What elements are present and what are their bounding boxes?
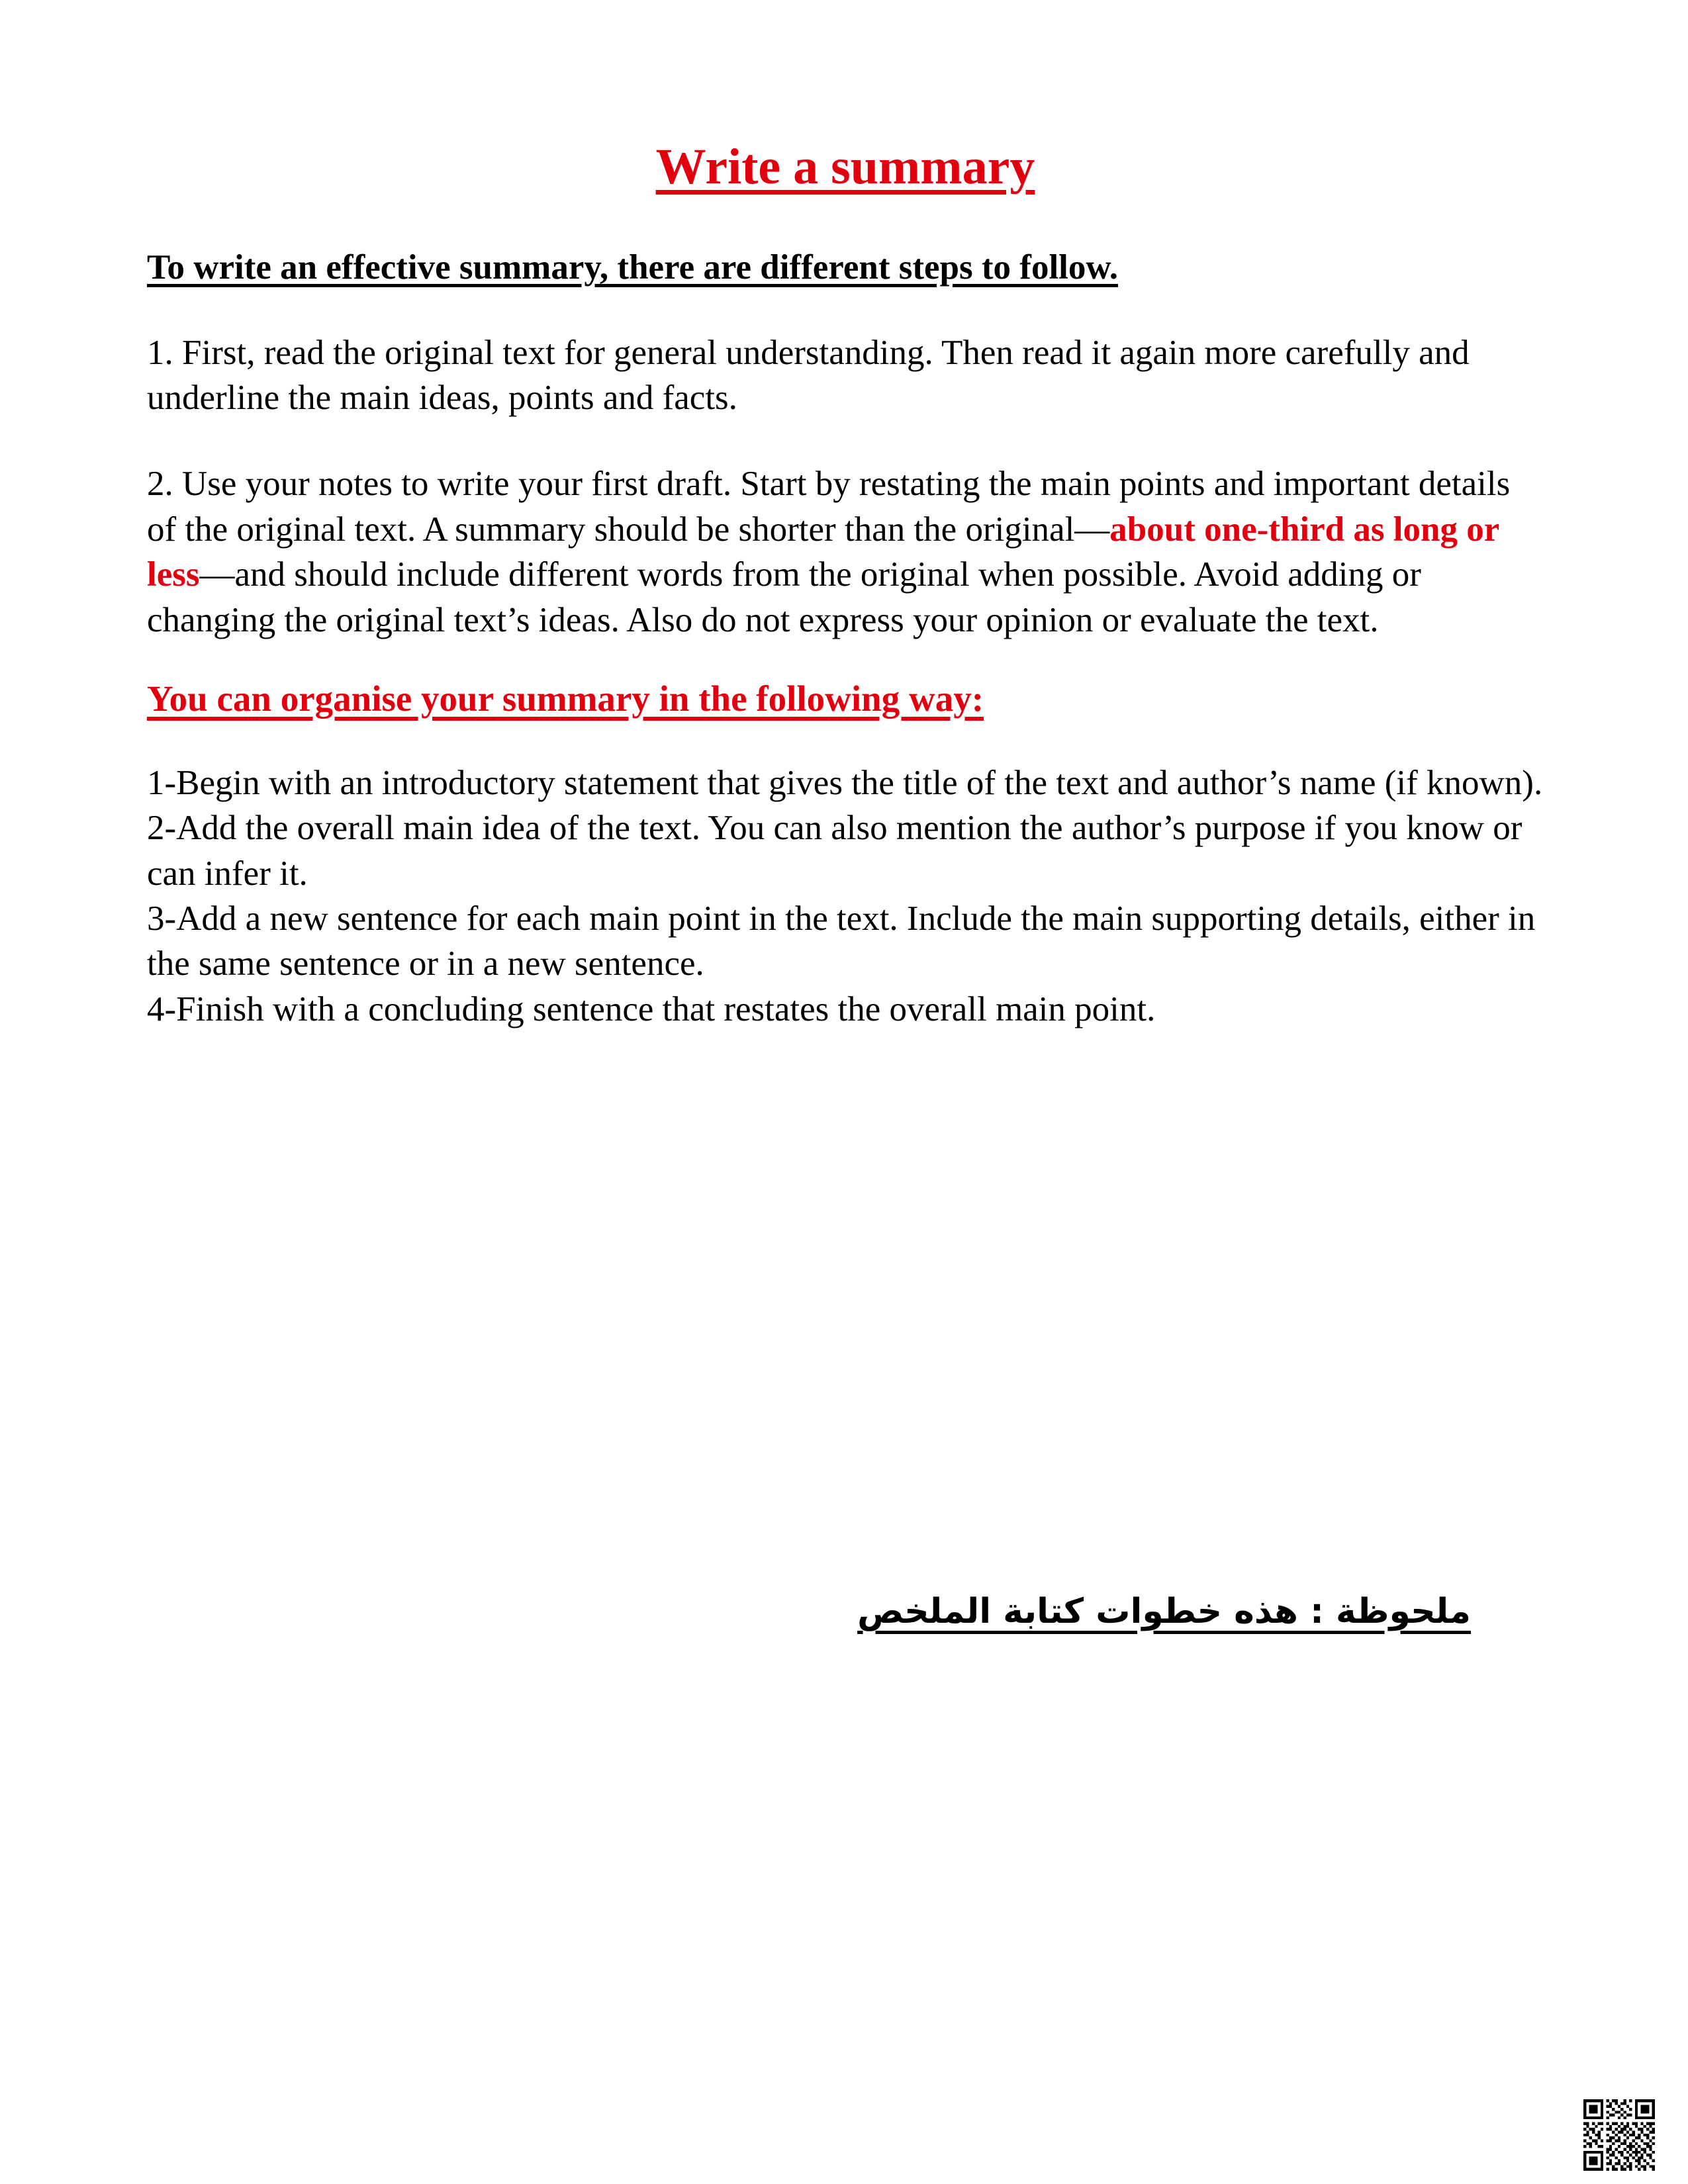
spacer-before-steps [147,721,1544,760]
paragraph-step-two [147,461,1544,642]
subtitle-text: To write an effective summary, there are different steps to follow. [147,248,1118,287]
spacer-after-subtitle [147,289,1544,330]
page-title [147,139,1544,195]
arabic-note-text: ملحوظة : هذه خطوات كتابة الملخص [857,1592,1471,1631]
organise-steps-list [147,760,1544,1032]
paragraph-step-two-part-b: —and should include different words from the original when possible. Avoid adding or changing the original text’s ideas. Also do not express your opinion or evaluate the text. [147,555,1421,639]
list-item: 4-Finish with a concluding sentence that restates the overall main point. [147,989,1156,1028]
highlighted-phrase: about one-third as long or less [147,510,1499,594]
qr-code-icon [1583,2099,1655,2171]
subtitle [147,247,1544,289]
spacer-after-title [147,195,1544,247]
paragraph-step-two-part-a: 2. Use your notes to write your first draft. Start by restating the main points and important details of the original text. A summary should be shorter than the original— [147,465,1511,549]
arabic-note [147,1588,1471,1635]
page-title-text: Write a summary [655,139,1035,195]
list-item: 2-Add the overall main idea of the text. You can also mention the author’s purpose if you know or can infer it. [147,809,1531,893]
list-item: 1-Begin with an introductory statement that gives the title of the text and author’s name (if known). [147,763,1543,802]
list-item: 3-Add a new sentence for each main point in the text. Include the main supporting details, either in the same sentence or in a new sentence. [147,899,1544,983]
spacer-before-section-heading [147,643,1544,677]
section-heading [147,677,1544,721]
spacer-between-paragraphs [147,420,1544,461]
document-body [147,139,1544,1032]
paragraph-step-one: 1. First, read the original text for general understanding. Then read it again more carefully and underline the main ideas, points and facts. [147,333,1470,418]
section-heading-text: You can organise your summary in the following way: [147,678,984,719]
